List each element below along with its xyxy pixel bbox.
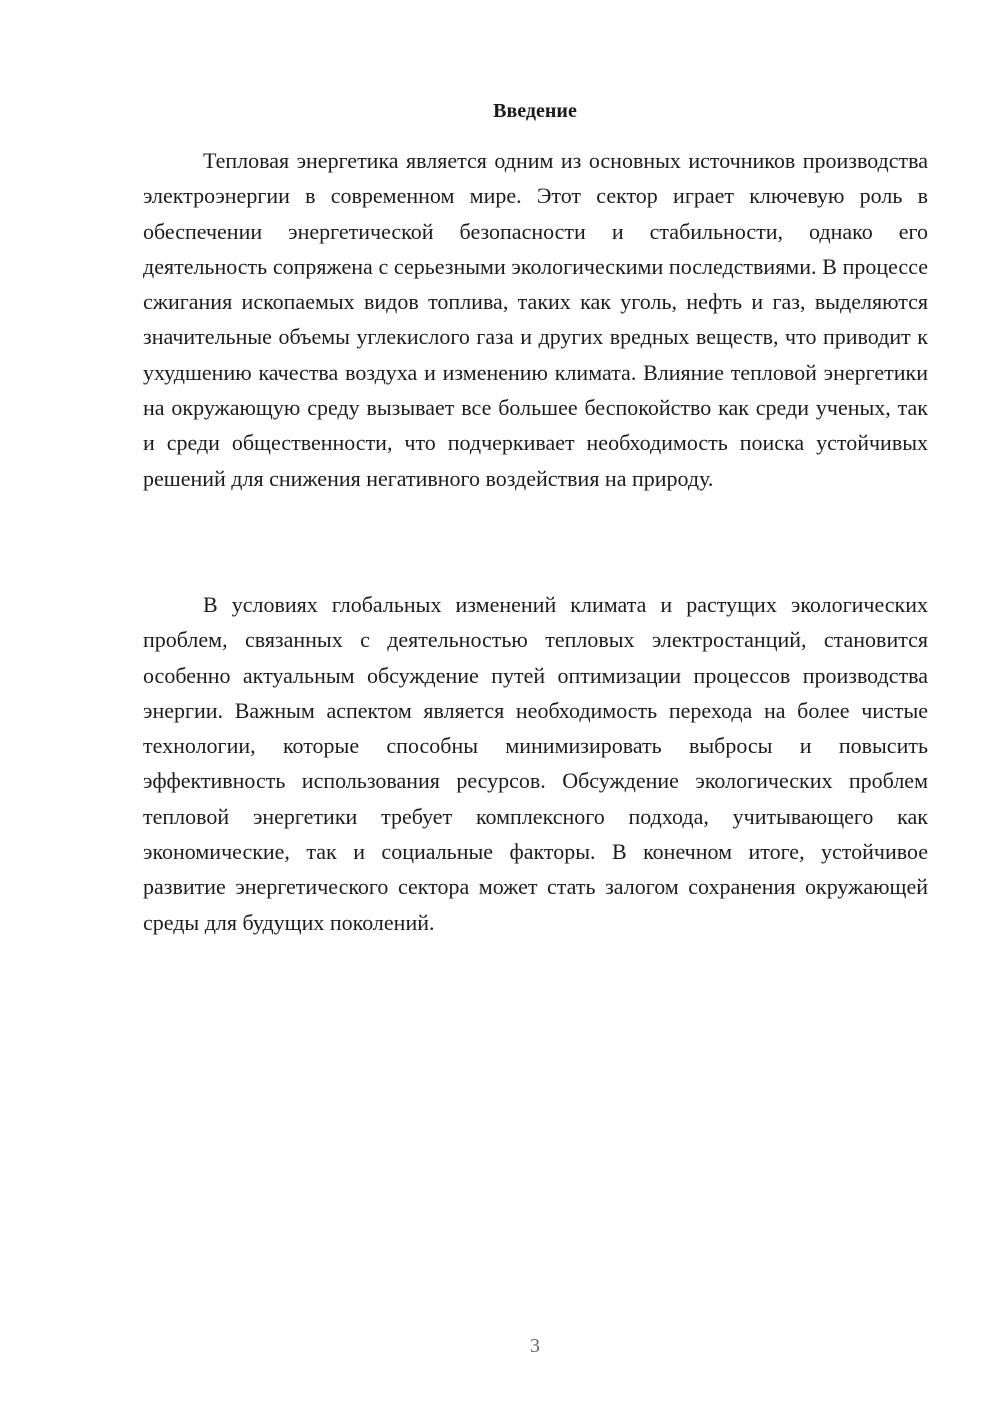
page-number: 3 — [530, 1335, 540, 1357]
paragraph: В условиях глобальных изменений климата и растущих экологических проблем, связанных с деятельностью тепловых электростанций, становится особенно актуальным обсуждение путей оптимизации процессов производства энергии. Важным аспектом является необходимость перехода на более чистые технологии, которые способны минимизировать выбросы и повысить эффективность использования ресурсов. Обсуждение экологических проблем тепловой энергетики требует комплексного подхода, учитывающего как экономические, так и социальные факторы. В конечном итоге, устойчивое развитие энергетического сектора может стать залогом сохранения окружающей среды для будущих поколений. — [143, 592, 928, 935]
paragraph: Тепловая энергетика является одним из основных источников производства электроэнергии в современном мире. Этот сектор играет ключевую роль в обеспечении энергетической безопасности и стабильности, однако его деятельность сопряжена с серьезными экологическими последствиями. В процессе сжигания ископаемых видов топлива, таких как уголь, нефть и газ, выделяются значительные объемы углекислого газа и других вредных веществ, что приводит к ухудшению качества воздуха и изменению климата. Влияние тепловой энергетики на окружающую среду вызывает все большее беспокойство как среди ученых, так и среди общественности, что подчеркивает необходимость поиска устойчивых решений для снижения негативного воздействия на природу. — [143, 148, 928, 491]
paragraph-2-container — [143, 587, 928, 940]
section-heading: Введение — [493, 100, 577, 122]
paragraph-1-container — [143, 143, 928, 496]
